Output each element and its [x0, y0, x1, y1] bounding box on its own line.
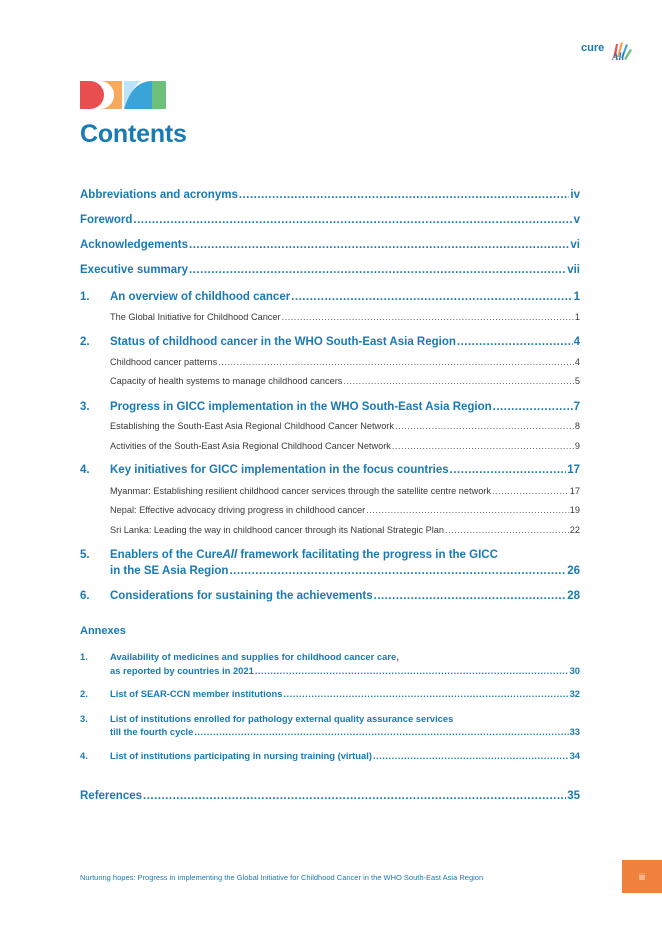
leader-dots	[189, 264, 566, 276]
annex-3-line2[interactable]	[110, 726, 580, 737]
page-title: Contents	[80, 120, 187, 148]
toc-section-1[interactable]	[80, 291, 580, 303]
section-page: 17	[567, 464, 580, 476]
toc-subentry[interactable]	[80, 312, 580, 322]
subentry-label: Nepal: Effective advocacy driving progress in childhood cancer	[110, 505, 366, 515]
section-page: 4	[573, 336, 580, 348]
toc-references[interactable]	[80, 790, 580, 802]
logo-text: cure	[581, 42, 605, 54]
toc-subentry[interactable]	[80, 486, 580, 496]
toc-section-5-line2[interactable]	[110, 565, 580, 577]
annex-label: List of SEAR-CCN member institutions	[110, 688, 283, 699]
leader-dots	[133, 214, 572, 226]
leader-dots	[255, 665, 569, 676]
page-number-box	[622, 860, 662, 893]
leader-dots	[194, 726, 568, 737]
leader-dots	[445, 525, 569, 535]
leader-dots	[343, 376, 574, 386]
toc-entry-label: Foreword	[80, 214, 133, 226]
annex-number: 4.	[80, 750, 88, 761]
section-number: 3.	[80, 401, 90, 413]
toc-section-2[interactable]	[80, 336, 580, 348]
annex-3-line1[interactable]: List of institutions enrolled for pathology external quality assurance services	[110, 713, 454, 724]
section-number: 5.	[80, 549, 90, 561]
toc-section-3[interactable]	[80, 401, 580, 413]
leader-dots	[239, 189, 570, 201]
section-label: Considerations for sustaining the achievements	[110, 590, 373, 602]
leader-dots	[373, 750, 569, 761]
section-label-line2: in the SE Asia Region	[110, 565, 229, 577]
subentry-label: The Global Initiative for Childhood Cancer	[110, 312, 281, 322]
toc-subentry[interactable]	[80, 357, 580, 367]
annexes-heading: Annexes	[80, 625, 126, 637]
toc-subentry[interactable]	[80, 525, 580, 535]
toc-section-5-line1[interactable]	[110, 549, 498, 561]
section-number: 1.	[80, 291, 90, 303]
toc-entry[interactable]	[80, 264, 580, 276]
subentry-label: Childhood cancer patterns	[110, 357, 218, 367]
subentry-label: Sri Lanka: Leading the way in childhood cancer through its National Strategic Plan	[110, 525, 445, 535]
leader-dots	[143, 790, 566, 802]
section-label-part2: framework facilitating the progress in the GICC	[237, 549, 498, 561]
subentry-label: Establishing the South-East Asia Regional Childhood Cancer Network	[110, 421, 394, 431]
leader-dots	[229, 565, 566, 577]
annex-page: 30	[569, 665, 580, 676]
leader-dots	[493, 401, 573, 413]
subentry-page: 22	[569, 525, 580, 535]
page-number: iii	[639, 871, 645, 882]
annex-number: 2.	[80, 688, 88, 699]
subentry-page: 4	[574, 357, 580, 367]
subentry-page: 1	[574, 312, 580, 322]
section-page: 26	[567, 565, 580, 577]
annex-label: List of institutions participating in nursing training (virtual)	[110, 750, 372, 761]
hands-logo-icon	[607, 38, 633, 62]
footer-publication-title: Nurturing hopes: Progress in implementing the Global Initiative for Childhood Cancer in the WHO South-East Asia Region	[80, 873, 484, 882]
section-page: 1	[573, 291, 580, 303]
leader-dots	[189, 239, 569, 251]
toc-entry-page: vii	[567, 264, 580, 276]
toc-entry-label: Abbreviations and acronyms	[80, 189, 238, 201]
toc-subentry[interactable]	[80, 441, 580, 451]
leader-dots	[282, 312, 574, 322]
toc-subentry[interactable]	[80, 505, 580, 515]
section-number: 4.	[80, 464, 90, 476]
leader-dots	[392, 441, 574, 451]
leader-dots	[395, 421, 574, 431]
toc-entry-label: Executive summary	[80, 264, 189, 276]
toc-section-4[interactable]	[80, 464, 580, 476]
toc-section-6[interactable]	[80, 590, 580, 602]
section-page: 7	[573, 401, 580, 413]
toc-subentry[interactable]	[80, 421, 580, 431]
subentry-label: Myanmar: Establishing resilient childhood cancer services through the satellite centre network	[110, 486, 491, 496]
annex-page: 34	[569, 750, 580, 761]
logo-suffix: All	[612, 52, 625, 62]
leader-dots	[283, 688, 568, 699]
leader-dots	[218, 357, 574, 367]
section-label: An overview of childhood cancer	[110, 291, 291, 303]
toc-subentry[interactable]	[80, 376, 580, 386]
cureall-logo	[581, 38, 633, 64]
annex-2[interactable]	[80, 688, 580, 699]
annex-label-line2: as reported by countries in 2021	[110, 665, 254, 676]
toc-entry-page: v	[573, 214, 580, 226]
subentry-label: Activities of the South-East Asia Regional Childhood Cancer Network	[110, 441, 391, 451]
annex-4[interactable]	[80, 750, 580, 761]
section-label: Key initiatives for GICC implementation in the focus countries	[110, 464, 449, 476]
annex-page: 32	[569, 688, 580, 699]
subentry-page: 8	[574, 421, 580, 431]
toc-entry[interactable]	[80, 239, 580, 251]
leader-dots	[450, 464, 567, 476]
section-label: Status of childhood cancer in the WHO South-East Asia Region	[110, 336, 456, 348]
toc-entry-page: iv	[570, 189, 580, 201]
leader-dots	[291, 291, 572, 303]
annex-1-line2[interactable]	[110, 665, 580, 676]
annex-number: 3.	[80, 713, 88, 724]
toc-entry-page: vi	[570, 239, 580, 251]
toc-entry-label: Acknowledgements	[80, 239, 188, 251]
annex-number: 1.	[80, 651, 88, 662]
annex-label-line2: till the fourth cycle	[110, 726, 194, 737]
subentry-page: 19	[569, 505, 580, 515]
leader-dots	[457, 336, 573, 348]
annex-page: 33	[569, 726, 580, 737]
toc-entry[interactable]	[80, 214, 580, 226]
leader-dots	[492, 486, 569, 496]
section-label-italic: All	[222, 549, 238, 561]
subentry-page: 17	[569, 486, 580, 496]
section-emblem-icon	[80, 81, 166, 109]
leader-dots	[374, 590, 567, 602]
subentry-page: 5	[574, 376, 580, 386]
annex-1-line1[interactable]: Availability of medicines and supplies for childhood cancer care,	[110, 651, 399, 662]
section-number: 6.	[80, 590, 90, 602]
leader-dots	[366, 505, 569, 515]
section-label: Progress in GICC implementation in the WHO South-East Asia Region	[110, 401, 492, 413]
section-number: 2.	[80, 336, 90, 348]
toc-entry[interactable]	[80, 189, 580, 201]
references-label: References	[80, 790, 143, 802]
section-label-part1: Enablers of the Cure	[110, 549, 223, 561]
subentry-label: Capacity of health systems to manage childhood cancers	[110, 376, 343, 386]
section-page: 28	[567, 590, 580, 602]
subentry-page: 9	[574, 441, 580, 451]
references-page: 35	[567, 790, 580, 802]
